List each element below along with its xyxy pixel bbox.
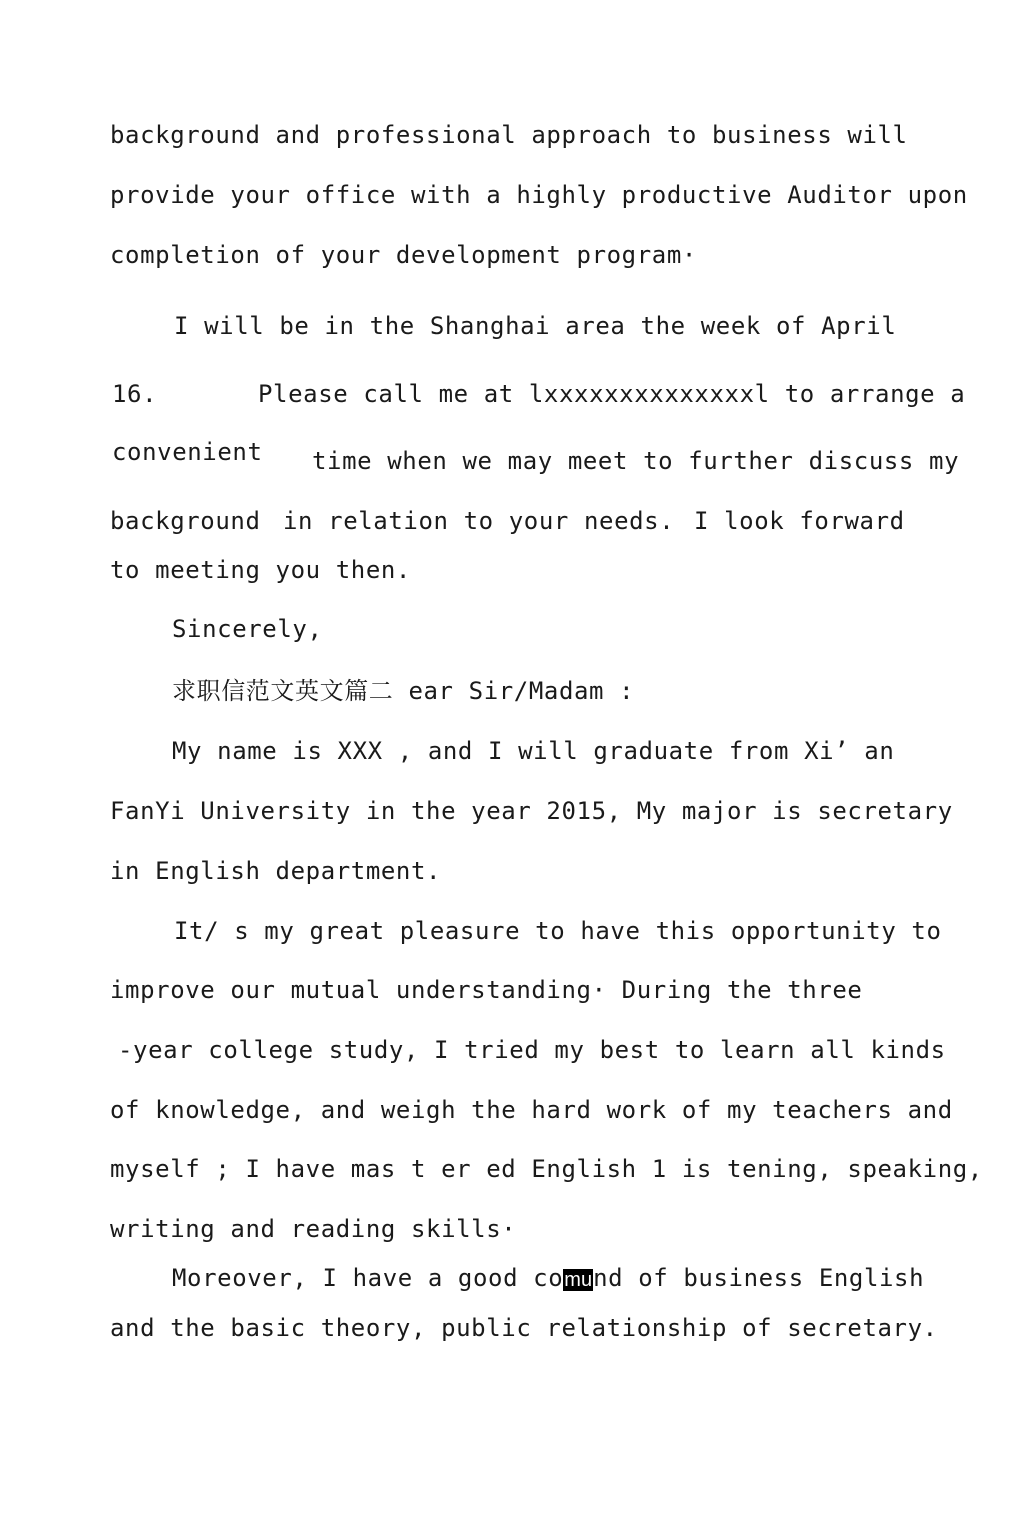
body-line: provide your office with a highly productive Auditor upon — [110, 181, 968, 209]
body-line: completion of your development program· — [110, 241, 697, 269]
highlighted-text: mu — [564, 1269, 593, 1291]
body-line: myself ; I have mas t er ed English 1 is tening, speaking, — [110, 1155, 983, 1183]
body-line: of knowledge, and weigh the hard work of my teachers and — [110, 1096, 953, 1124]
body-line — [172, 1263, 924, 1295]
body-line: time when we may meet to further discuss my — [312, 447, 960, 475]
body-line: background and professional approach to business will — [110, 121, 908, 149]
body-line-text: nd of business English — [593, 1264, 925, 1292]
body-line: 16. — [112, 380, 158, 408]
body-line: in relation to your needs. — [283, 507, 675, 535]
body-line: My name is XXX , and I will graduate from Xi’ an — [172, 737, 895, 765]
body-line: Please call me at lxxxxxxxxxxxxxxl to arrange a — [258, 380, 966, 408]
body-line: -year college study, I tried my best to learn all kinds — [118, 1036, 946, 1064]
body-line: I will be in the Shanghai area the week of April — [174, 312, 897, 340]
body-line-text: Moreover, I have a good co — [172, 1264, 564, 1292]
body-line: I look forward — [694, 507, 905, 535]
body-line: in English department. — [110, 857, 442, 885]
body-line: FanYi University in the year 2015, My major is secretary — [110, 797, 953, 825]
body-line: improve our mutual understanding· During the three — [110, 976, 863, 1004]
section-heading: 求职信范文英文篇二 ear Sir/Madam : — [172, 677, 635, 705]
body-line: background — [110, 507, 261, 535]
body-line: It/ s my great pleasure to have this opportunity to — [174, 917, 942, 945]
body-line: to meeting you then. — [110, 556, 411, 584]
body-line: writing and reading skills· — [110, 1215, 517, 1243]
closing-line: Sincerely, — [172, 615, 323, 643]
body-line: convenient — [112, 438, 263, 466]
body-line: and the basic theory, public relationship of secretary. — [110, 1314, 938, 1342]
